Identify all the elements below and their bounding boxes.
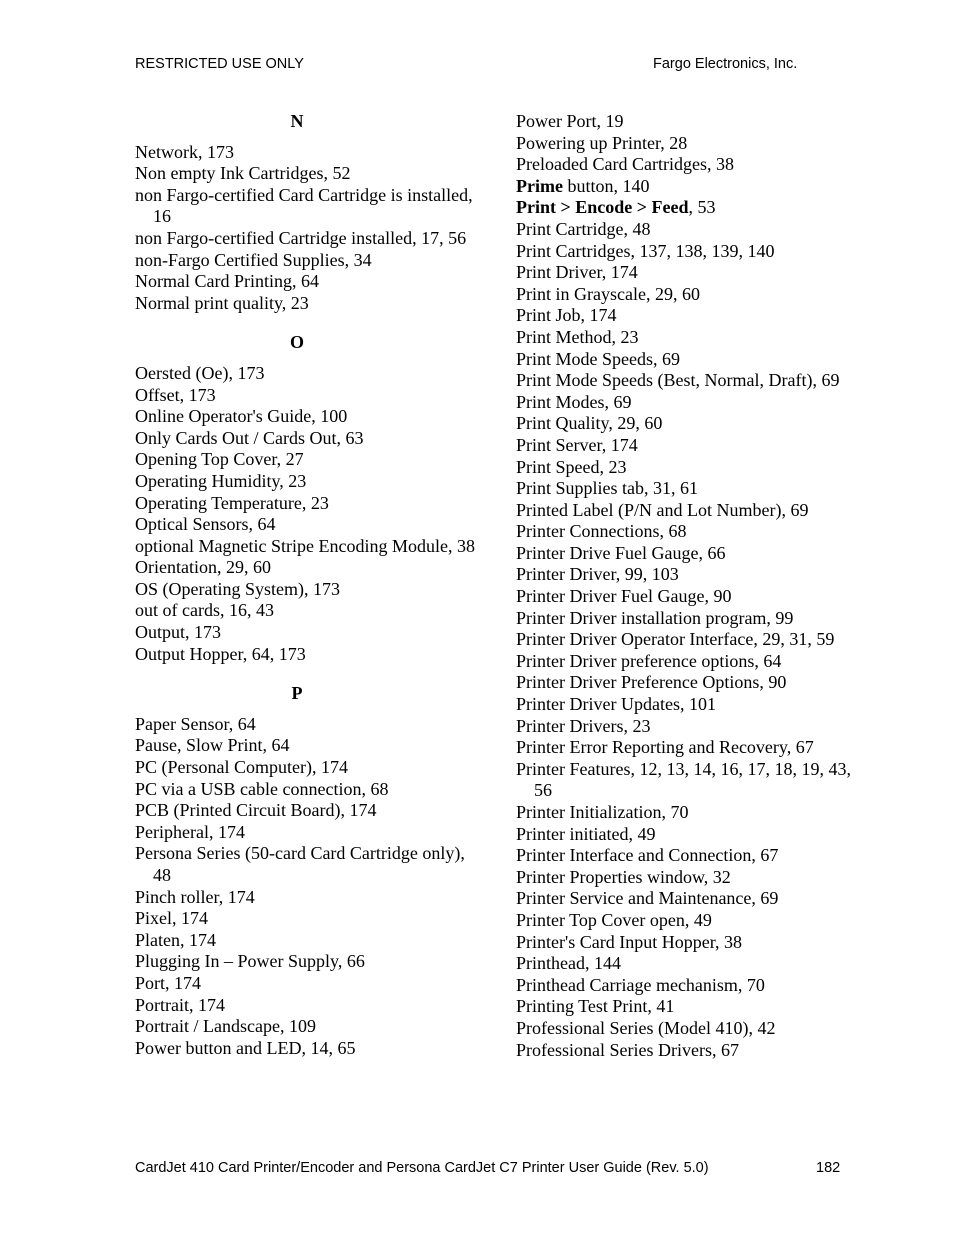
index-entry-text: Print Job, 174 bbox=[516, 305, 617, 326]
index-entry-text: Print Supplies tab, 31, 61 bbox=[516, 478, 699, 499]
index-entry: non Fargo-certified Card Cartridge is installed, 16 bbox=[135, 184, 473, 227]
index-entry: Network, 173 bbox=[135, 141, 234, 162]
index-entry bbox=[516, 694, 856, 716]
index-entry bbox=[516, 176, 856, 198]
index-entry-text: Printer Top Cover open, 49 bbox=[516, 909, 712, 930]
index-entry bbox=[516, 500, 856, 522]
index-entry bbox=[516, 521, 856, 543]
index-entry-text: Professional Series Drivers, 67 bbox=[516, 1039, 739, 1060]
index-entry: Peripheral, 174 bbox=[135, 821, 245, 842]
index-entry bbox=[516, 133, 856, 155]
index-entry: Optical Sensors, 64 bbox=[135, 514, 276, 535]
index-entry-text: Print in Grayscale, 29, 60 bbox=[516, 283, 700, 304]
index-entry: Operating Humidity, 23 bbox=[135, 470, 307, 491]
index-entry: out of cards, 16, 43 bbox=[135, 600, 274, 621]
index-entry: Portrait, 174 bbox=[135, 994, 225, 1015]
index-entry bbox=[516, 759, 856, 802]
index-entry-text: Print Driver, 174 bbox=[516, 262, 638, 283]
index-entry-text: Power Port, 19 bbox=[516, 111, 624, 131]
index-entry bbox=[516, 975, 856, 997]
page-number: 182 bbox=[816, 1160, 841, 1176]
index-entry-text: Printer Service and Maintenance, 69 bbox=[516, 888, 779, 909]
index-entry-text: Printer Connections, 68 bbox=[516, 521, 687, 542]
index-entry bbox=[516, 845, 856, 867]
index-column-left bbox=[135, 111, 475, 1059]
index-entry: Non empty Ink Cartridges, 52 bbox=[135, 163, 351, 184]
running-header-right: Fargo Electronics, Inc. bbox=[653, 56, 798, 72]
index-entry-text: Printer Drivers, 23 bbox=[516, 715, 651, 736]
index-entry: Operating Temperature, 23 bbox=[135, 492, 329, 513]
index-entry bbox=[516, 478, 856, 500]
running-header-left: RESTRICTED USE ONLY bbox=[135, 56, 304, 72]
index-entry-text: Professional Series (Model 410), 42 bbox=[516, 1017, 776, 1038]
index-entry: Only Cards Out / Cards Out, 63 bbox=[135, 427, 364, 448]
index-entry bbox=[516, 197, 856, 219]
index-entry-text: Printer Error Reporting and Recovery, 67 bbox=[516, 737, 814, 758]
index-entry bbox=[516, 435, 856, 457]
index-entry: Portrait / Landscape, 109 bbox=[135, 1016, 316, 1037]
index-entry: OS (Operating System), 173 bbox=[135, 578, 340, 599]
index-entry bbox=[516, 953, 856, 975]
index-entry: Oersted (Oe), 173 bbox=[135, 362, 265, 383]
index-entry bbox=[516, 910, 856, 932]
index-entry: Power button and LED, 14, 65 bbox=[135, 1037, 356, 1058]
index-entry bbox=[516, 824, 856, 846]
index-entry bbox=[516, 802, 856, 824]
index-entry: PC (Personal Computer), 174 bbox=[135, 757, 348, 778]
index-entry-text: Printer Driver Operator Interface, 29, 31, 59 bbox=[516, 629, 835, 650]
index-entry: Normal Card Printing, 64 bbox=[135, 271, 319, 292]
index-entry-text: Printer initiated, 49 bbox=[516, 823, 656, 844]
index-entry bbox=[516, 457, 856, 479]
index-entry bbox=[516, 543, 856, 565]
index-entry: Port, 174 bbox=[135, 972, 202, 993]
index-entry: Normal print quality, 23 bbox=[135, 292, 309, 313]
index-section-letter: O bbox=[289, 332, 304, 353]
index-entry: Orientation, 29, 60 bbox=[135, 557, 271, 578]
index-entry bbox=[516, 888, 856, 910]
index-entry: Plugging In – Power Supply, 66 bbox=[135, 951, 365, 972]
index-entry-text: Printer Drive Fuel Gauge, 66 bbox=[516, 542, 726, 563]
index-entry-text: Print Cartridges, 137, 138, 139, 140 bbox=[516, 240, 775, 261]
index-entry: PCB (Printed Circuit Board), 174 bbox=[135, 800, 377, 821]
index-entry-text: Print Modes, 69 bbox=[516, 391, 632, 412]
index-entry bbox=[516, 651, 856, 673]
index-entry bbox=[516, 672, 856, 694]
index-entry-text: , 53 bbox=[688, 197, 716, 218]
index-entry-emphasis: Prime bbox=[516, 175, 563, 196]
index-entry-text: Powering up Printer, 28 bbox=[516, 132, 688, 153]
index-entry: Output, 173 bbox=[135, 622, 222, 643]
index-section-letter: N bbox=[290, 111, 304, 131]
index-entry-text: Printer's Card Input Hopper, 38 bbox=[516, 931, 742, 952]
index-entry bbox=[516, 608, 856, 630]
index-entry: Platen, 174 bbox=[135, 929, 216, 950]
index-entry-text: Print Server, 174 bbox=[516, 434, 638, 455]
footer-document-title: CardJet 410 Card Printer/Encoder and Persona CardJet C7 Printer User Guide (Rev. 5.0) bbox=[135, 1160, 709, 1176]
index-entry bbox=[516, 262, 856, 284]
index-entry: Paper Sensor, 64 bbox=[135, 713, 256, 734]
index-entry: Output Hopper, 64, 173 bbox=[135, 643, 306, 664]
index-entry-text: Print Mode Speeds, 69 bbox=[516, 348, 680, 369]
index-section-letter: P bbox=[291, 683, 303, 704]
index-entry-text: Printer Features, 12, 13, 14, 16, 17, 18, 19, 43, 56 bbox=[516, 758, 851, 801]
index-entry-text: Printer Properties window, 32 bbox=[516, 866, 731, 887]
index-entry-text: Print Quality, 29, 60 bbox=[516, 413, 663, 434]
index-entry bbox=[516, 370, 856, 392]
index-entry bbox=[516, 586, 856, 608]
index-entry: Pause, Slow Print, 64 bbox=[135, 735, 290, 756]
index-entry-text: Preloaded Card Cartridges, 38 bbox=[516, 154, 734, 175]
index-entry bbox=[516, 219, 856, 241]
index-entry-text: Printhead, 144 bbox=[516, 953, 621, 974]
index-entry bbox=[516, 867, 856, 889]
index-entry: non Fargo-certified Cartridge installed, 17, 56 bbox=[135, 227, 467, 248]
index-entry-text: Printer Driver preference options, 64 bbox=[516, 650, 782, 671]
index-entry bbox=[516, 305, 856, 327]
index-entry bbox=[516, 154, 856, 176]
index-entry: Opening Top Cover, 27 bbox=[135, 449, 304, 470]
index-entry-text: Printing Test Print, 41 bbox=[516, 996, 675, 1017]
index-entry bbox=[516, 564, 856, 586]
index-entry-text: Printhead Carriage mechanism, 70 bbox=[516, 974, 765, 995]
index-column-right bbox=[516, 111, 856, 1061]
index-entry-text: Print Mode Speeds (Best, Normal, Draft), 69 bbox=[516, 370, 840, 391]
index-entry bbox=[516, 737, 856, 759]
index-entry-text: Print Speed, 23 bbox=[516, 456, 627, 477]
index-entry-text: Printed Label (P/N and Lot Number), 69 bbox=[516, 499, 809, 520]
index-entry bbox=[516, 629, 856, 651]
index-entry bbox=[516, 284, 856, 306]
index-entry: Pinch roller, 174 bbox=[135, 886, 255, 907]
index-entry: Persona Series (50-card Card Cartridge only), 48 bbox=[135, 843, 465, 885]
index-entry-text: Printer Driver, 99, 103 bbox=[516, 564, 679, 585]
index-entry-text: button, 140 bbox=[562, 175, 650, 196]
index-entry bbox=[516, 996, 856, 1018]
index-entry-text: Print Method, 23 bbox=[516, 326, 639, 347]
index-entry-text: Printer Driver Updates, 101 bbox=[516, 694, 716, 715]
index-entry-emphasis: Print > Encode > Feed bbox=[516, 197, 689, 218]
index-entry: PC via a USB cable connection, 68 bbox=[135, 778, 389, 799]
index-entry: Online Operator's Guide, 100 bbox=[135, 406, 348, 427]
index-entry bbox=[516, 241, 856, 263]
index-entry-text: Printer Driver Preference Options, 90 bbox=[516, 672, 787, 693]
index-entry bbox=[516, 413, 856, 435]
index-entry bbox=[516, 932, 856, 954]
index-entry-text: Printer Interface and Connection, 67 bbox=[516, 845, 779, 866]
index-entry-text: Printer Driver installation program, 99 bbox=[516, 607, 794, 628]
index-entry bbox=[516, 327, 856, 349]
index-entry: non-Fargo Certified Supplies, 34 bbox=[135, 249, 372, 270]
index-entry: Pixel, 174 bbox=[135, 908, 209, 929]
index-entry bbox=[516, 1040, 856, 1062]
index-entry: Offset, 173 bbox=[135, 384, 216, 405]
index-entry bbox=[516, 349, 856, 371]
index-entry: optional Magnetic Stripe Encoding Module, 38 bbox=[135, 535, 475, 556]
index-entry-text: Print Cartridge, 48 bbox=[516, 218, 651, 239]
index-entry bbox=[516, 111, 856, 133]
index-entry-text: Printer Driver Fuel Gauge, 90 bbox=[516, 586, 732, 607]
index-entry bbox=[516, 1018, 856, 1040]
index-entry bbox=[516, 716, 856, 738]
index-entry-text: Printer Initialization, 70 bbox=[516, 802, 689, 822]
index-entry bbox=[516, 392, 856, 414]
